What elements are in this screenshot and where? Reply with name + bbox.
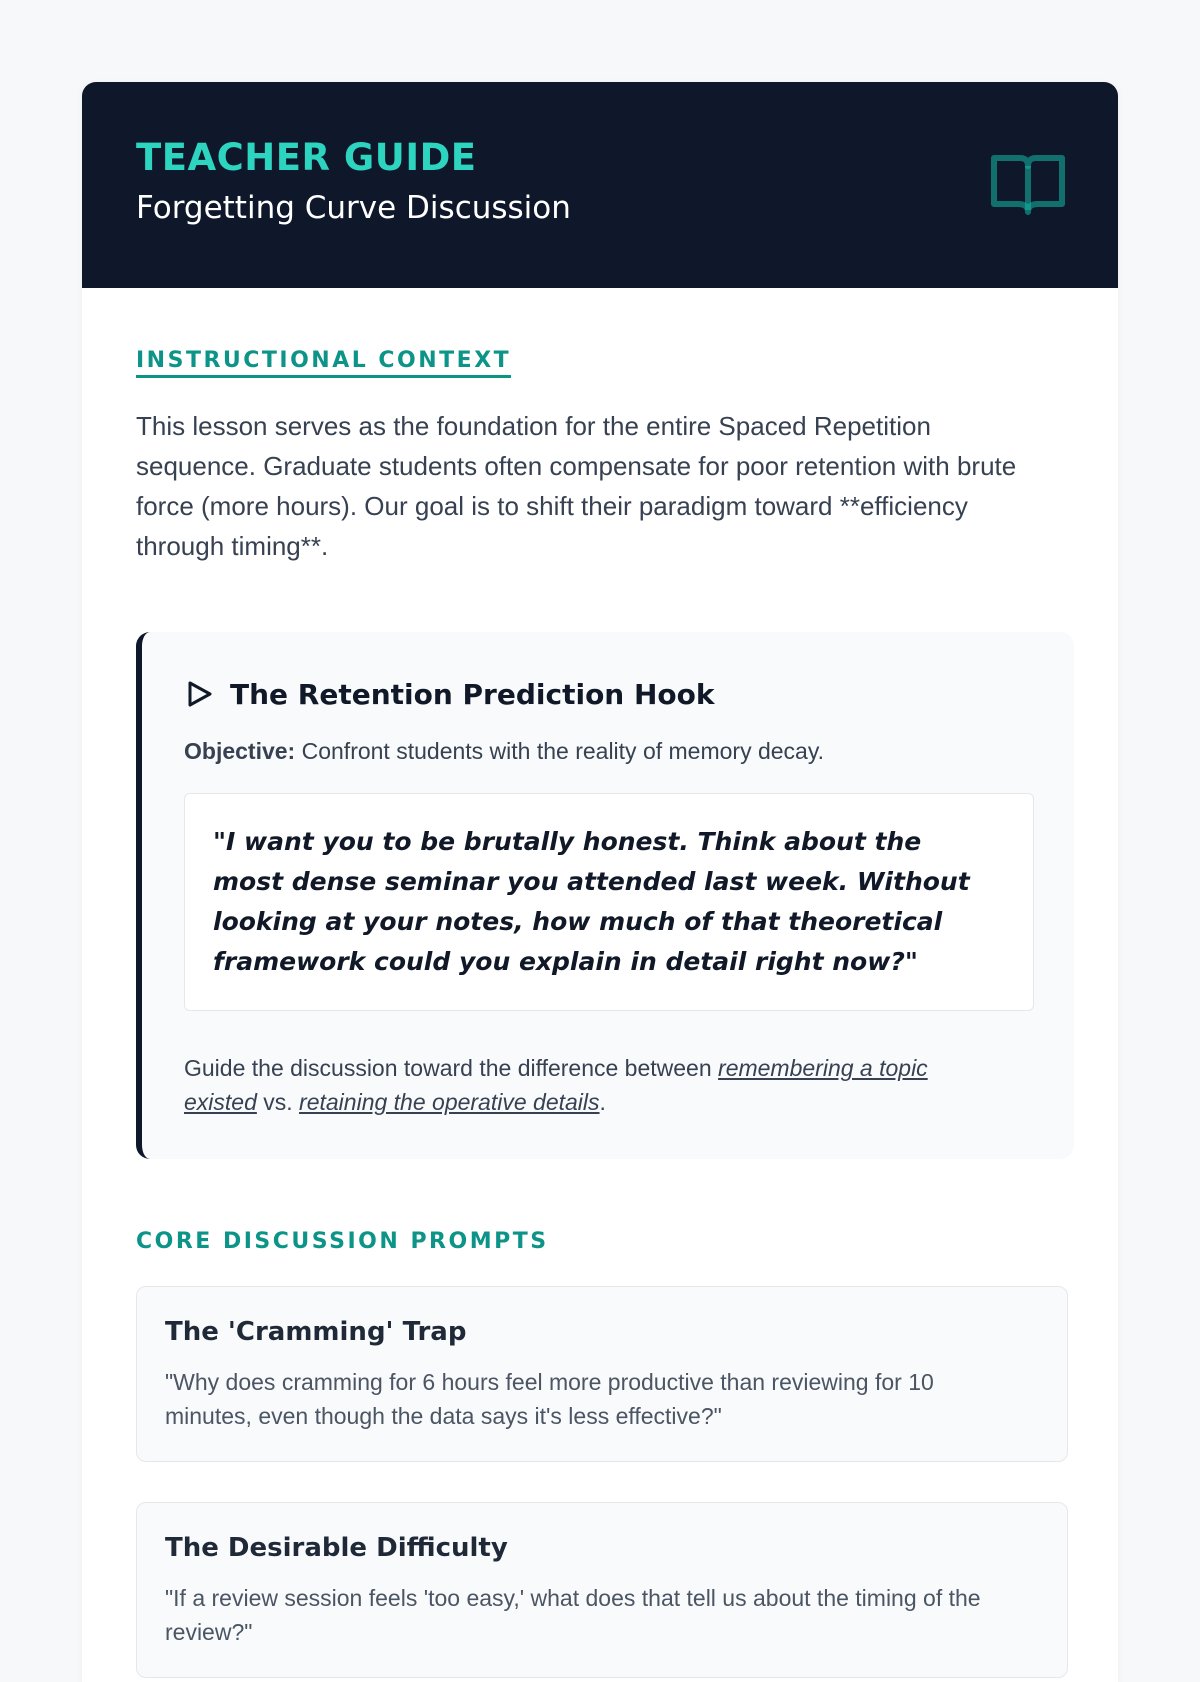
discussion-guidance — [184, 1051, 1004, 1119]
teacher-script-quote — [184, 793, 1034, 1011]
prompt-card — [136, 1502, 1068, 1678]
prompt-title: The 'Cramming' Trap — [165, 1317, 467, 1347]
objective-label: Objective: — [184, 738, 296, 764]
guide-suffix: . — [599, 1089, 606, 1115]
hook-title-row — [184, 674, 1034, 714]
header-label: TEACHER GUIDE — [136, 136, 477, 179]
hook-objective — [184, 738, 1034, 765]
guide-emphasis-topic: remembering a topic existed — [184, 1055, 928, 1115]
guide-connector: vs. — [256, 1089, 300, 1115]
play-icon — [184, 679, 214, 709]
objective-text: Confront students with the reality of memory decay. — [301, 738, 825, 764]
guide-content — [82, 288, 1118, 1678]
guide-prefix: Guide the discussion toward the difference between — [184, 1055, 719, 1081]
core-prompts-section — [136, 1229, 1064, 1256]
page-title: Forgetting Curve Discussion — [136, 190, 571, 226]
retention-hook-panel — [136, 632, 1074, 1159]
prompt-card — [136, 1286, 1068, 1462]
teacher-guide-card — [82, 82, 1118, 1682]
prompt-text: "Why does cramming for 6 hours feel more productive than reviewing for 10 minutes, even though the data says it's less effective?" — [165, 1369, 934, 1429]
prompt-text: "If a review session feels 'too easy,' what does that tell us about the timing of the review?" — [165, 1585, 981, 1645]
core-prompts-heading: CORE DISCUSSION PROMPTS — [136, 1229, 549, 1254]
guide-emphasis-details: retaining the operative details — [299, 1089, 600, 1115]
instructional-context-heading: INSTRUCTIONAL CONTEXT — [136, 348, 511, 378]
book-open-icon — [988, 148, 1068, 218]
guide-header — [82, 82, 1118, 288]
instructional-context-text: This lesson serves as the foundation for the entire Spaced Repetition sequence. Graduate students often compensate for poor retention with brute force (more hours). Our goal is to shift their paradigm toward **efficiency through timing**. — [136, 411, 1017, 561]
hook-title: The Retention Prediction Hook — [230, 677, 715, 711]
prompt-title: The Desirable Difficulty — [165, 1533, 508, 1563]
quote-text: "I want you to be brutally honest. Think about the most dense seminar you attended last week. Without looking at your notes, how much of that theoretical framework could you explain in detail right now?" — [213, 827, 970, 976]
